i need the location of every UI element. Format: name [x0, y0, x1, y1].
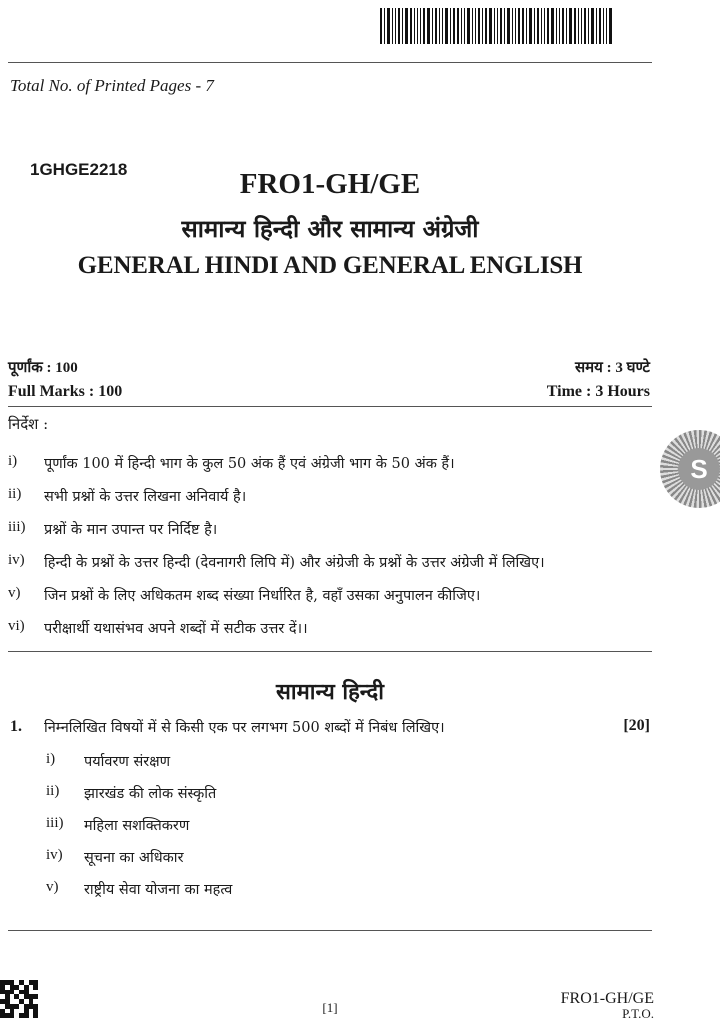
option-text: पर्यावरण संरक्षण — [84, 754, 171, 770]
barcode-bar — [439, 8, 440, 44]
barcode-bar — [420, 8, 421, 44]
divider — [8, 62, 652, 63]
barcode-bar — [467, 8, 470, 44]
barcode-bar — [581, 8, 582, 44]
barcode-bar — [551, 8, 554, 44]
time-english: Time : 3 Hours — [546, 383, 650, 400]
barcode-bar — [417, 8, 418, 44]
barcode-bar — [515, 8, 516, 44]
option-text: झारखंड की लोक संस्कृति — [84, 786, 217, 802]
barcode-bar — [609, 8, 612, 44]
footer-code-text: FRO1-GH/GE — [560, 990, 654, 1007]
barcode-bar — [522, 8, 524, 44]
barcode-bar — [497, 8, 498, 44]
option-number: i) — [46, 751, 56, 767]
divider — [8, 930, 652, 931]
option-number: ii) — [46, 783, 60, 799]
barcode-bar — [414, 8, 415, 44]
barcode-bar — [500, 8, 502, 44]
exam-code: 1GHGE2218 — [30, 160, 128, 179]
instruction-item — [8, 618, 648, 638]
barcode-bar — [537, 8, 539, 44]
barcode-bar — [445, 8, 448, 44]
barcode-bar — [547, 8, 549, 44]
instruction-item — [8, 486, 648, 506]
instruction-item — [8, 585, 648, 605]
barcode-bar — [457, 8, 459, 44]
instruction-item — [8, 453, 648, 473]
title-english: GENERAL HINDI AND GENERAL ENGLISH — [77, 252, 583, 279]
barcode-bar — [507, 8, 510, 44]
barcode-bar — [569, 8, 572, 44]
barcode-bar — [588, 8, 589, 44]
barcode-bar — [450, 8, 451, 44]
barcode-bar — [512, 8, 513, 44]
divider — [8, 651, 652, 652]
barcode-bar — [475, 8, 476, 44]
barcode-bar — [392, 8, 393, 44]
full-marks-english: Full Marks : 100 — [8, 383, 123, 400]
page-number: [1] — [322, 1000, 338, 1015]
barcode-bar — [432, 8, 433, 44]
instruction-text: जिन प्रश्नों के लिए अधिकतम शब्द संख्या निर्धारित है, वहाँ उसका अनुपालन कीजिए। — [44, 588, 481, 604]
barcode-bar — [472, 8, 473, 44]
instruction-number: i) — [8, 453, 18, 469]
question-marks: [20] — [623, 717, 650, 734]
paper-code-title: FRO1-GH/GE — [239, 168, 421, 200]
barcode-bar — [584, 8, 586, 44]
full-marks-hindi: पूर्णांक : 100 — [8, 360, 78, 376]
barcode-bar — [398, 8, 400, 44]
barcode-bar — [461, 8, 462, 44]
printed-pages-note: Total No. of Printed Pages - 7 — [10, 76, 214, 95]
seal-stamp — [660, 430, 720, 508]
barcode-bar — [596, 8, 597, 44]
option-item — [46, 783, 216, 803]
option-text: सूचना का अधिकार — [84, 850, 184, 866]
barcode-bar — [566, 8, 567, 44]
barcode-bar — [405, 8, 408, 44]
instruction-text: प्रश्नों के मान उपान्त पर निर्दिष्ट है। — [44, 522, 218, 538]
barcode-bar — [423, 8, 425, 44]
barcode-bar — [504, 8, 505, 44]
barcode-bar — [541, 8, 542, 44]
title-hindi: सामान्य हिन्दी और सामान्य अंग्रेजी — [181, 214, 479, 243]
time-hindi: समय : 3 घण्टे — [575, 360, 650, 376]
option-item — [46, 751, 170, 771]
barcode-bar — [402, 8, 403, 44]
question-text: निम्नलिखित विषयों में से किसी एक पर लगभग 500 शब्दों में निबंध लिखिए। — [44, 720, 445, 736]
barcode — [380, 8, 652, 44]
barcode-bar — [603, 8, 604, 44]
barcode-bar — [435, 8, 437, 44]
instruction-text: हिन्दी के प्रश्नों के उत्तर हिन्दी (देवनागरी लिपि में) और अंग्रेजी के प्रश्नों के उत्तर अंग्रेजी में लिखिए। — [44, 555, 545, 571]
barcode-bar — [544, 8, 545, 44]
option-number: iii) — [46, 815, 64, 831]
instruction-number: vi) — [8, 618, 25, 634]
barcode-bar — [526, 8, 527, 44]
instruction-text: परीक्षार्थी यथासंभव अपने शब्दों में सटीक उत्तर दें।। — [44, 621, 308, 637]
option-number: v) — [46, 879, 59, 895]
instruction-number: v) — [8, 585, 21, 601]
barcode-bar — [574, 8, 576, 44]
barcode-bar — [387, 8, 390, 44]
barcode-bar — [578, 8, 579, 44]
footer-paper-code — [561, 990, 654, 1020]
option-text: राष्ट्रीय सेवा योजना का महत्व — [84, 882, 233, 898]
barcode-bar — [562, 8, 564, 44]
instruction-item — [8, 552, 648, 572]
barcode-bar — [410, 8, 412, 44]
instruction-number: iv) — [8, 552, 25, 568]
barcode-bar — [478, 8, 480, 44]
option-number: iv) — [46, 847, 63, 863]
barcode-bar — [442, 8, 443, 44]
instruction-text: सभी प्रश्नों के उत्तर लिखना अनिवार्य है। — [44, 489, 247, 505]
barcode-bar — [591, 8, 594, 44]
divider — [8, 406, 652, 407]
barcode-bar — [494, 8, 495, 44]
instructions-heading: निर्देश : — [8, 415, 49, 433]
barcode-bar — [556, 8, 557, 44]
instruction-number: ii) — [8, 486, 22, 502]
instruction-number: iii) — [8, 519, 26, 535]
option-item — [46, 815, 189, 835]
barcode-bar — [606, 8, 607, 44]
barcode-bar — [427, 8, 430, 44]
barcode-bar — [518, 8, 520, 44]
pto-text: P.T.O. — [622, 1006, 654, 1021]
barcode-bar — [453, 8, 455, 44]
barcode-bar — [464, 8, 465, 44]
barcode-bar — [384, 8, 385, 44]
barcode-bar — [489, 8, 492, 44]
barcode-bar — [482, 8, 483, 44]
barcode-bar — [599, 8, 601, 44]
seal-letter: S — [678, 448, 720, 490]
barcode-bar — [395, 8, 396, 44]
barcode-bar — [534, 8, 535, 44]
barcode-bar — [529, 8, 532, 44]
instruction-item — [8, 519, 648, 539]
barcode-bar — [485, 8, 487, 44]
instruction-text: पूर्णांक 100 में हिन्दी भाग के कुल 50 अंक हैं एवं अंग्रेजी भाग के 50 अंक हैं। — [44, 456, 455, 472]
question-number: 1. — [10, 718, 22, 735]
section-title: सामान्य हिन्दी — [276, 679, 384, 705]
option-item — [46, 879, 232, 899]
option-text: महिला सशक्तिकरण — [84, 818, 190, 834]
option-item — [46, 847, 184, 867]
barcode-bar — [559, 8, 560, 44]
barcode-bar — [380, 8, 382, 44]
